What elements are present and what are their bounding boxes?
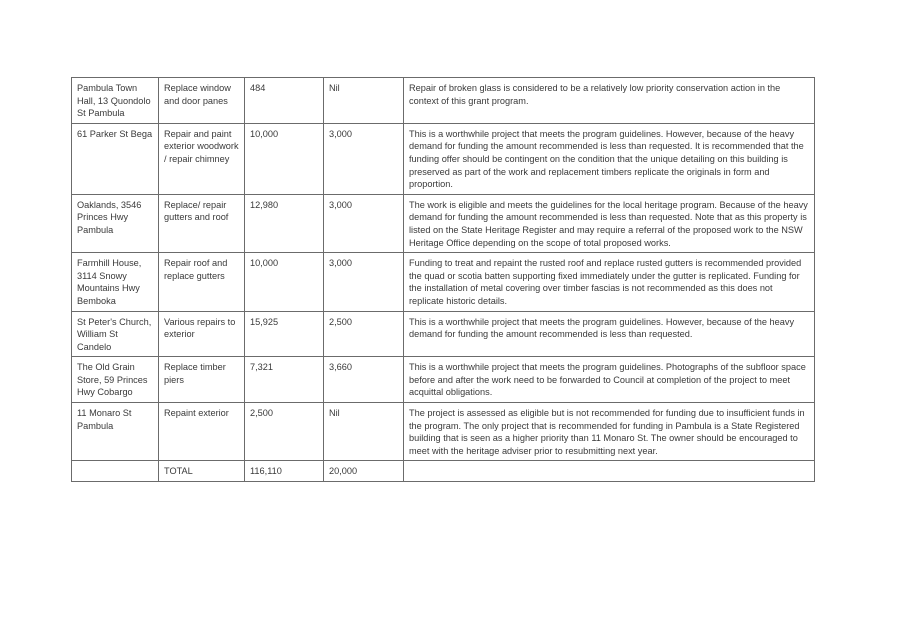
recommended-amount-cell: 3,000 — [324, 123, 404, 194]
comment-cell: Repair of broken glass is considered to be a relatively low priority conservation action in the context of this grant program. — [404, 78, 815, 124]
total-property-cell — [72, 461, 159, 482]
total-recommended-cell: 20,000 — [324, 461, 404, 482]
recommended-amount-cell: 3,660 — [324, 357, 404, 403]
comment-cell: The work is eligible and meets the guidelines for the local heritage program. Because of the heavy demand for funding the amount recommended is less than requested. Note that as this property is listed on the State Heritage Register and may require a referral of the proposed work to the NSW Heritage Office depending on the scope of total proposed works. — [404, 194, 815, 252]
total-row — [72, 461, 815, 482]
requested-amount-cell: 484 — [245, 78, 324, 124]
requested-amount-cell: 7,321 — [245, 357, 324, 403]
requested-amount-cell: 10,000 — [245, 123, 324, 194]
recommended-amount-cell: 2,500 — [324, 311, 404, 357]
table-row — [72, 403, 815, 461]
works-cell: Repair and paint exterior woodwork / repair chimney — [159, 123, 245, 194]
recommended-amount-cell: Nil — [324, 403, 404, 461]
property-cell: 11 Monaro St Pambula — [72, 403, 159, 461]
property-cell: Pambula Town Hall, 13 Quondolo St Pambula — [72, 78, 159, 124]
total-label: TOTAL — [159, 461, 245, 482]
total-requested-cell: 116,110 — [245, 461, 324, 482]
table-row — [72, 78, 815, 124]
table-row — [72, 123, 815, 194]
works-cell: Replace/ repair gutters and roof — [159, 194, 245, 252]
recommended-amount-cell: 3,000 — [324, 194, 404, 252]
total-comment-cell — [404, 461, 815, 482]
requested-amount-cell: 12,980 — [245, 194, 324, 252]
property-cell: Oaklands, 3546 Princes Hwy Pambula — [72, 194, 159, 252]
comment-cell: This is a worthwhile project that meets the program guidelines. However, because of the heavy demand for funding the amount recommended is less than requested. It is recommended that the funding offer should be contingent on the condition that the unique detailing on this building is preserved as part of the work and replacement timbers replicate the originals in form and proportion. — [404, 123, 815, 194]
property-cell: St Peter's Church, William St Candelo — [72, 311, 159, 357]
works-cell: Replace window and door panes — [159, 78, 245, 124]
table-row — [72, 253, 815, 311]
table-row — [72, 311, 815, 357]
works-cell: Repair roof and replace gutters — [159, 253, 245, 311]
property-cell: 61 Parker St Bega — [72, 123, 159, 194]
works-cell: Repaint exterior — [159, 403, 245, 461]
comment-cell: This is a worthwhile project that meets the program guidelines. Photographs of the subfloor space before and after the work need to be forwarded to Council at completion of the project to meet acquittal obligations. — [404, 357, 815, 403]
table-row — [72, 357, 815, 403]
recommended-amount-cell: Nil — [324, 78, 404, 124]
heritage-grant-table — [71, 77, 815, 482]
requested-amount-cell: 15,925 — [245, 311, 324, 357]
property-cell: Farmhill House, 3114 Snowy Mountains Hwy Bemboka — [72, 253, 159, 311]
recommended-amount-cell: 3,000 — [324, 253, 404, 311]
table-row — [72, 194, 815, 252]
comment-cell: The project is assessed as eligible but is not recommended for funding due to insufficient funds in the program. The only project that is recommended for funding in Pambula is a State Registered building that is seen as a higher priority than 11 Monaro St. The owner should be encouraged to meet with the heritage adviser prior to resubmitting next year. — [404, 403, 815, 461]
works-cell: Various repairs to exterior — [159, 311, 245, 357]
works-cell: Replace timber piers — [159, 357, 245, 403]
requested-amount-cell: 10,000 — [245, 253, 324, 311]
comment-cell: This is a worthwhile project that meets the program guidelines. However, because of the heavy demand for funding the amount recommended is less than requested. — [404, 311, 815, 357]
property-cell: The Old Grain Store, 59 Princes Hwy Cobargo — [72, 357, 159, 403]
comment-cell: Funding to treat and repaint the rusted roof and replace rusted gutters is recommended provided the quad or scotia batten supporting fixed immediately under the gutter is replicated. Funding for the installation of metal covering over timber fascias is not recommended as this does not replicate historic details. — [404, 253, 815, 311]
requested-amount-cell: 2,500 — [245, 403, 324, 461]
